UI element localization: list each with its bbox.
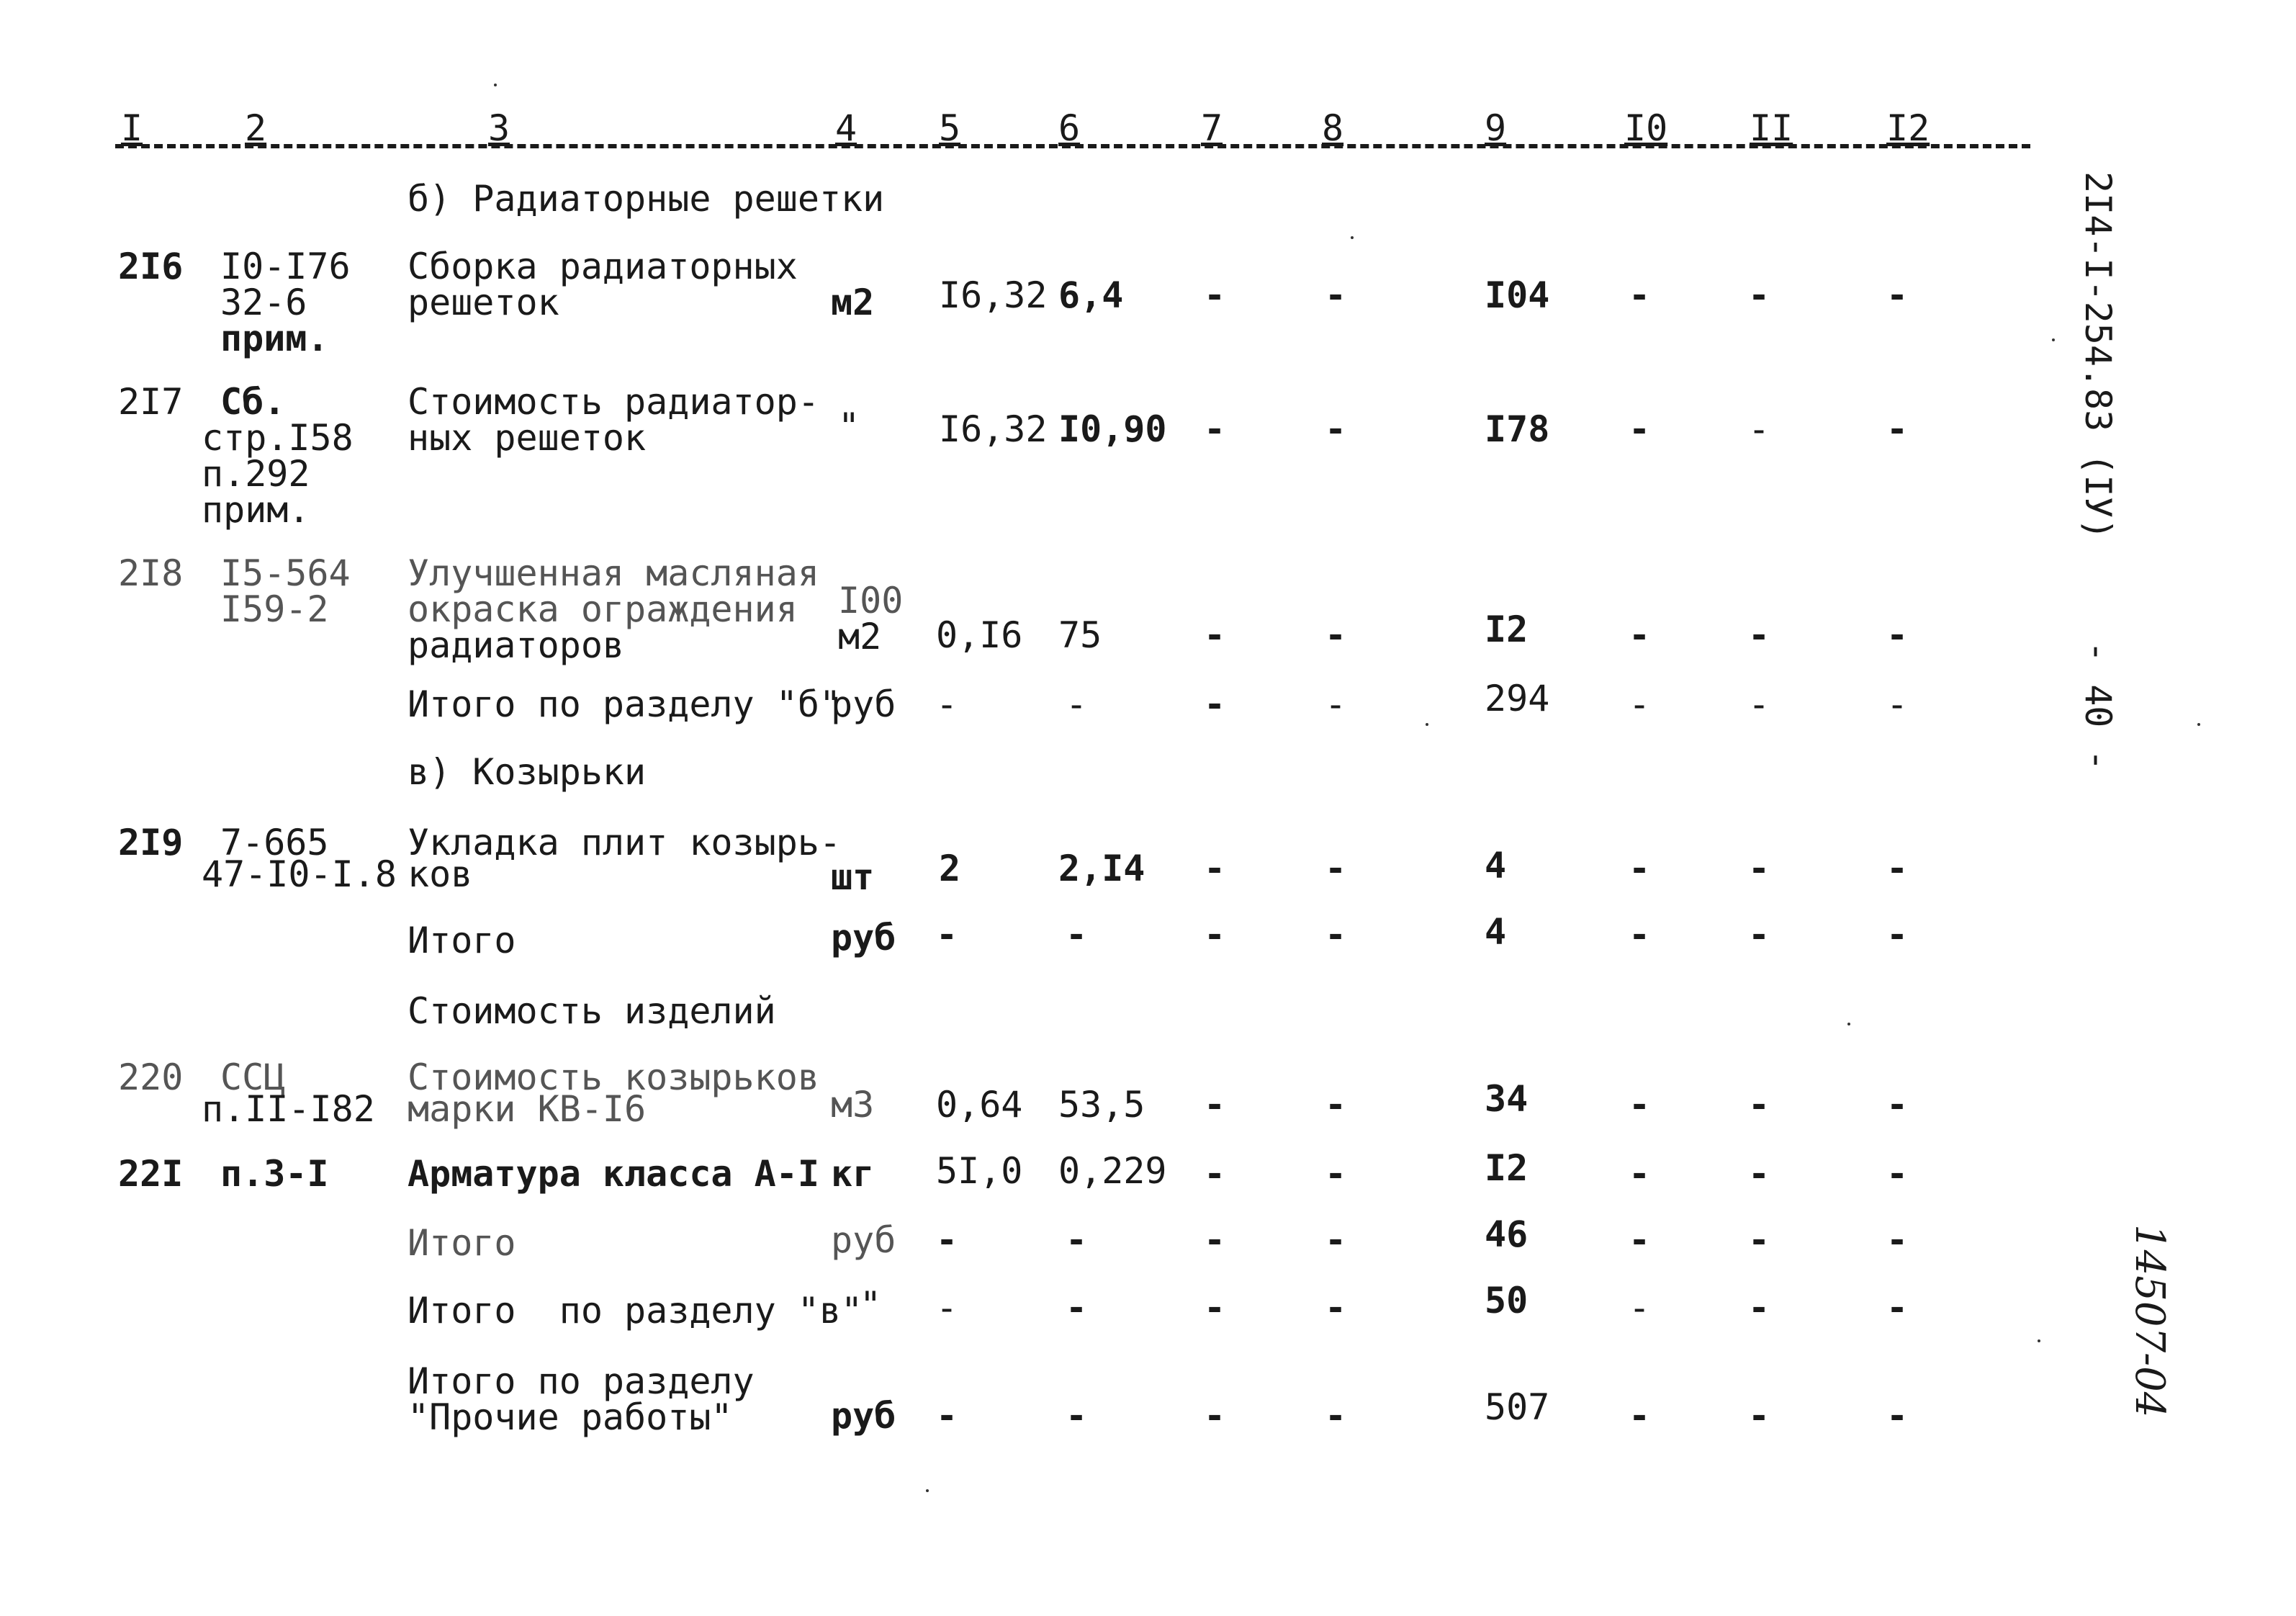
row-code-line: прим. [220,318,329,359]
row-col7: - [1204,1084,1226,1126]
col-header-12: I2 [1886,107,1930,149]
row-col6: 0,229 [1058,1150,1167,1192]
row-number: 220 [118,1056,184,1098]
row-code-line: ССЦ [220,1056,286,1098]
header-divider [115,144,2030,148]
col-header-5: 5 [939,107,961,149]
row-name-line: Итого по разделу [408,1360,755,1402]
row-col10: - [1629,1287,1651,1329]
document-code: 2I4-I-254.83 (IУ) [2077,171,2119,540]
row-col8: - [1325,274,1347,316]
row-col8: - [1325,1219,1347,1261]
row-unit-line: м2 [838,616,882,657]
row-col5: - [936,1395,958,1437]
scan-speck [926,1489,929,1492]
row-col6: - [1066,1395,1088,1437]
row-unit: руб [831,1395,896,1437]
row-name-line: радиаторов [408,624,625,666]
row-col7: - [1204,683,1226,725]
scan-speck [494,84,497,86]
row-col11: - [1748,683,1770,725]
row-name-line: окраска ограждения [408,588,798,630]
section-title-canopy: в) Козырьки [408,751,647,793]
row-name-line: решеток [408,282,559,323]
row-col11: - [1748,1084,1770,1126]
row-col11: - [1748,1395,1770,1437]
section-title-products: Стоимость изделий [408,990,776,1032]
row-name-line: Улучшенная масляная [408,552,819,594]
row-unit: руб [831,917,896,959]
row-col10: - [1629,683,1651,725]
row-col11: - [1748,848,1770,889]
row-code-line: стр.I58 [202,417,354,459]
row-col12: - [1886,1219,1909,1261]
row-col12: - [1886,408,1909,450]
row-name-line: Итого [408,920,516,961]
row-number: 2I6 [118,246,184,287]
row-code-line: 7-665 [220,822,329,863]
row-col6: 53,5 [1058,1084,1145,1126]
row-col10: - [1629,274,1651,316]
row-col10: - [1629,614,1651,656]
row-col5: I6,32 [939,274,1048,316]
row-col6: - [1066,683,1088,725]
row-col12: - [1886,274,1909,316]
col-header-6: 6 [1058,107,1081,149]
row-col7: - [1204,1153,1226,1195]
row-col7: - [1204,1219,1226,1261]
row-col11: - [1748,1287,1770,1329]
row-col10: - [1629,848,1651,889]
col-header-9: 9 [1485,107,1507,149]
row-col6: - [1066,1219,1088,1261]
row-code-line: п.292 [202,453,310,495]
row-col9: 34 [1485,1078,1529,1120]
row-col5: 5I,0 [936,1150,1023,1192]
row-col11: - [1748,274,1770,316]
section-title-radiator: б) Радиаторные решетки [408,178,885,220]
row-name-line: Итого по разделу "б" [408,683,842,725]
row-col8: - [1325,1084,1347,1126]
row-col5: - [936,1287,958,1329]
row-col7: - [1204,1287,1226,1329]
row-name-line: Итого [408,1222,516,1264]
row-col8: - [1325,1287,1347,1329]
row-col12: - [1886,1153,1909,1195]
row-col7: - [1204,274,1226,316]
row-col5: 0,I6 [936,614,1023,656]
row-col12: - [1886,1287,1909,1329]
row-unit: " [838,405,860,447]
col-header-1: I [121,107,143,149]
row-code-line: п.3-I [220,1153,329,1195]
row-name-line: "Прочие работы" [408,1396,733,1438]
page-number: - 40 - [2077,641,2119,771]
row-col8: - [1325,614,1347,656]
row-col7: - [1204,614,1226,656]
row-col5: - [936,683,958,725]
row-number: 2I9 [118,822,184,863]
col-header-3: 3 [488,107,510,149]
row-unit: м2 [831,282,875,323]
row-col7: - [1204,914,1226,956]
row-code-line: I59-2 [220,588,329,630]
row-col9: 50 [1485,1280,1529,1321]
row-col9: 46 [1485,1213,1529,1255]
row-col8: - [1325,1395,1347,1437]
col-header-10: I0 [1624,107,1668,149]
row-col9: 4 [1485,845,1507,886]
row-col6: 75 [1058,614,1102,656]
row-unit: кг [831,1153,875,1195]
row-code-line: п.II-I82 [202,1088,375,1130]
row-col11: - [1748,914,1770,956]
row-unit: руб [831,683,896,725]
col-header-7: 7 [1201,107,1223,149]
row-col8: - [1325,914,1347,956]
row-code-line: I0-I76 [220,246,351,287]
row-name-line: ков [408,853,473,895]
row-col9: 294 [1485,678,1550,719]
row-col9: 507 [1485,1386,1550,1428]
row-col12: - [1886,1084,1909,1126]
row-col11: - [1748,1219,1770,1261]
row-col11: - [1748,1153,1770,1195]
row-col10: - [1629,914,1651,956]
row-col7: - [1204,408,1226,450]
col-header-11: II [1750,107,1793,149]
row-col12: - [1886,614,1909,656]
row-col10: - [1629,1219,1651,1261]
scan-speck [2052,338,2055,341]
row-col5: 2 [939,848,961,889]
row-col6: I0,90 [1058,408,1167,450]
row-col5: 0,64 [936,1084,1023,1126]
row-col9: I2 [1485,1147,1529,1189]
scan-speck [2038,1339,2040,1342]
col-header-4: 4 [835,107,857,149]
row-col11: - [1748,614,1770,656]
row-col6: 6,4 [1058,274,1124,316]
row-unit: м3 [831,1084,875,1126]
row-col10: - [1629,1153,1651,1195]
row-name-line: Сборка радиаторных [408,246,798,287]
row-col8: - [1325,848,1347,889]
col-header-8: 8 [1322,107,1344,149]
handwritten-number: 14507-04 [2126,1224,2173,1418]
scan-speck [1351,236,1354,239]
row-col12: - [1886,848,1909,889]
row-col12: - [1886,683,1909,725]
row-col9: 4 [1485,911,1507,953]
scan-speck [1847,1023,1850,1025]
row-name-line: Укладка плит козырь- [408,822,842,863]
row-name-line: марки КВ-I6 [408,1088,647,1130]
row-number: 22I [118,1153,184,1195]
row-col6: - [1066,1287,1088,1329]
row-col9: I2 [1485,609,1529,650]
row-col6: 2,I4 [1058,848,1145,889]
row-code-line: прим. [202,489,310,531]
row-col7: - [1204,848,1226,889]
row-name-line: Стоимость радиатор- [408,381,819,423]
row-col12: - [1886,914,1909,956]
row-unit: шт [831,856,875,898]
row-number: 2I7 [118,381,184,423]
row-col5: I6,32 [939,408,1048,450]
row-col9: I78 [1485,408,1550,450]
row-code-line: Сб. [220,381,286,423]
row-col9: I04 [1485,274,1550,316]
row-col7: - [1204,1395,1226,1437]
row-unit-line: I00 [838,580,904,621]
row-col10: - [1629,1084,1651,1126]
row-col5: - [936,1219,958,1261]
row-col6: - [1066,914,1088,956]
row-col10: - [1629,1395,1651,1437]
row-name-line: ных решеток [408,417,647,459]
row-name-line: Итого по разделу "в" [408,1290,863,1332]
row-col8: - [1325,683,1347,725]
row-unit: руб [831,1219,896,1261]
row-col11: - [1748,408,1770,450]
row-col8: - [1325,408,1347,450]
row-col5: - [936,914,958,956]
row-name-line: Арматура класса А-I [408,1153,819,1195]
scan-speck [1426,723,1428,726]
row-number: 2I8 [118,552,184,594]
row-code-line: I5-564 [220,552,351,594]
row-col10: - [1629,408,1651,450]
scan-speck [2197,723,2200,726]
row-col8: - [1325,1153,1347,1195]
row-col12: - [1886,1395,1909,1437]
row-name-line: Стоимость козырьков [408,1056,819,1098]
row-code-line: 32-6 [220,282,307,323]
col-header-2: 2 [245,107,267,149]
row-code-line: 47-I0-I.8 [202,853,397,895]
row-unit: " [860,1284,882,1326]
